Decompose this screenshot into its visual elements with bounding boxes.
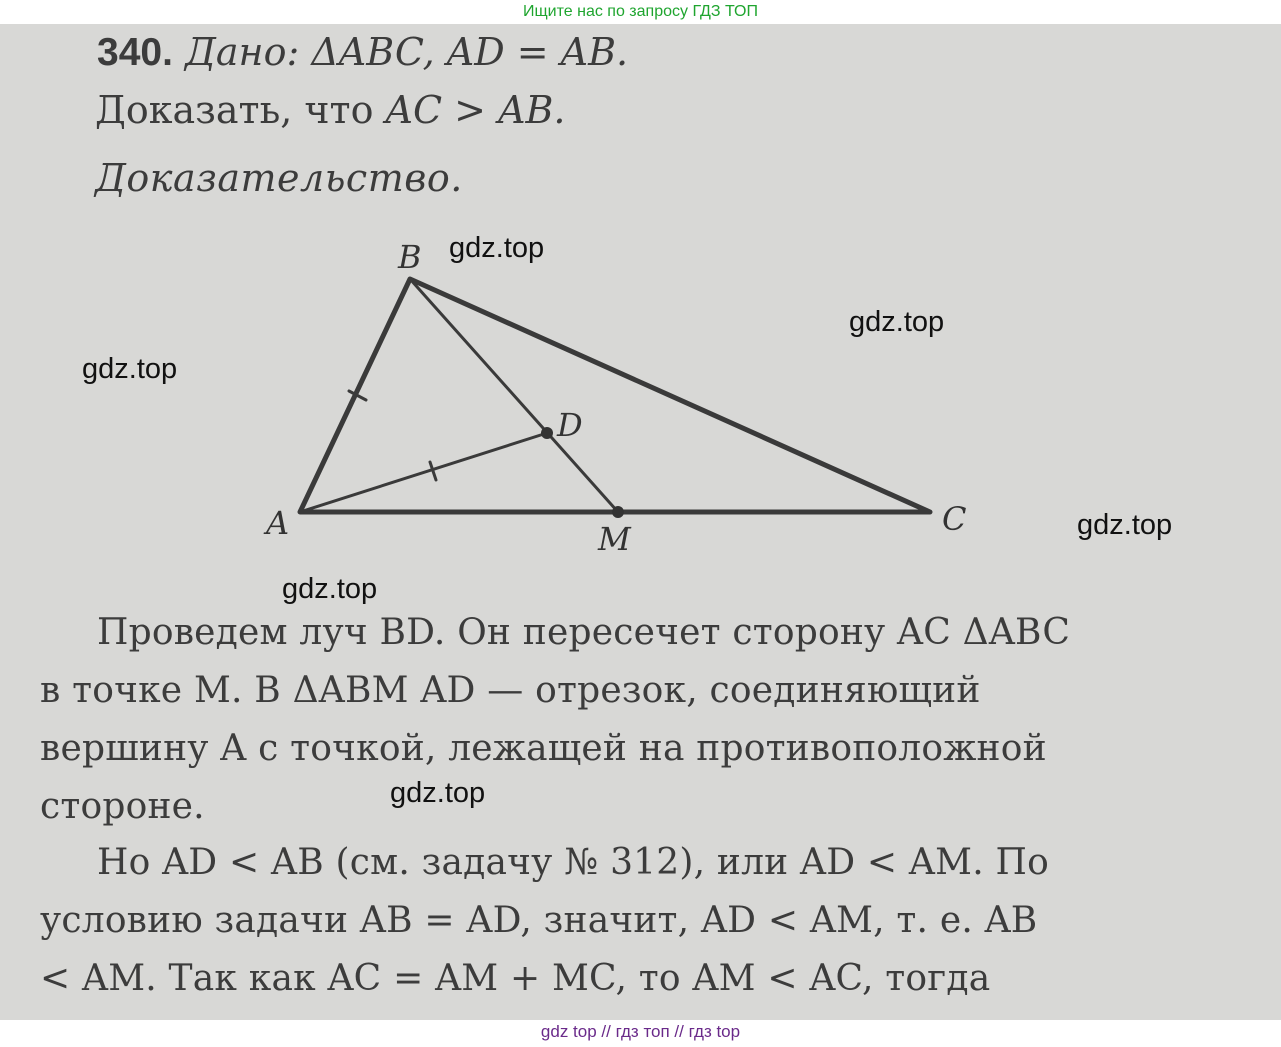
given-text: ΔABC, AD = AB. (311, 30, 629, 74)
point-m (612, 506, 624, 518)
watermark: gdz.top (390, 777, 486, 809)
problem-number: 340. (97, 31, 173, 74)
watermark: gdz.top (849, 306, 945, 338)
top-banner[interactable]: Ищите нас по запросу ГДЗ ТОП (523, 3, 758, 20)
prove-text: AC > AB. (385, 88, 566, 132)
label-a: A (266, 504, 290, 542)
watermark: gdz.top (1077, 509, 1173, 541)
label-b: B (398, 238, 422, 276)
text-line: вершину A с точкой, лежащей на противоположной (40, 728, 1047, 769)
text-line: условию задачи AB = AD, значит, AD < AM, т. е. AB (40, 900, 1038, 941)
bottom-banner[interactable]: gdz top // гдз топ // гдз top (540, 1022, 741, 1041)
label-m: M (598, 520, 631, 558)
text-line: стороне. (40, 786, 205, 827)
ray-bd (410, 279, 618, 512)
segment-ad (300, 433, 547, 512)
textbook-page (0, 24, 1281, 1020)
given-label: Дано: (185, 30, 300, 74)
watermark: gdz.top (449, 232, 545, 264)
text-line: Но AD < AB (см. задачу № 312), или AD < AM. По (97, 842, 1049, 883)
text-line: Проведем луч BD. Он пересечет сторону AC ΔABC (97, 612, 1071, 653)
prove-prefix: Доказать, что (95, 88, 374, 132)
watermark: gdz.top (282, 573, 378, 605)
label-d: D (557, 406, 583, 444)
proof-heading: Доказательство. (95, 156, 463, 200)
triangle-abc (300, 279, 930, 512)
watermark: gdz.top (82, 353, 178, 385)
label-c: C (942, 500, 967, 538)
point-d (541, 427, 553, 439)
text-line: в точке M. В ΔABM AD — отрезок, соединяющий (40, 670, 981, 711)
text-line: < AM. Так как AC = AM + MC, то AM < AC, тогда (40, 958, 991, 999)
